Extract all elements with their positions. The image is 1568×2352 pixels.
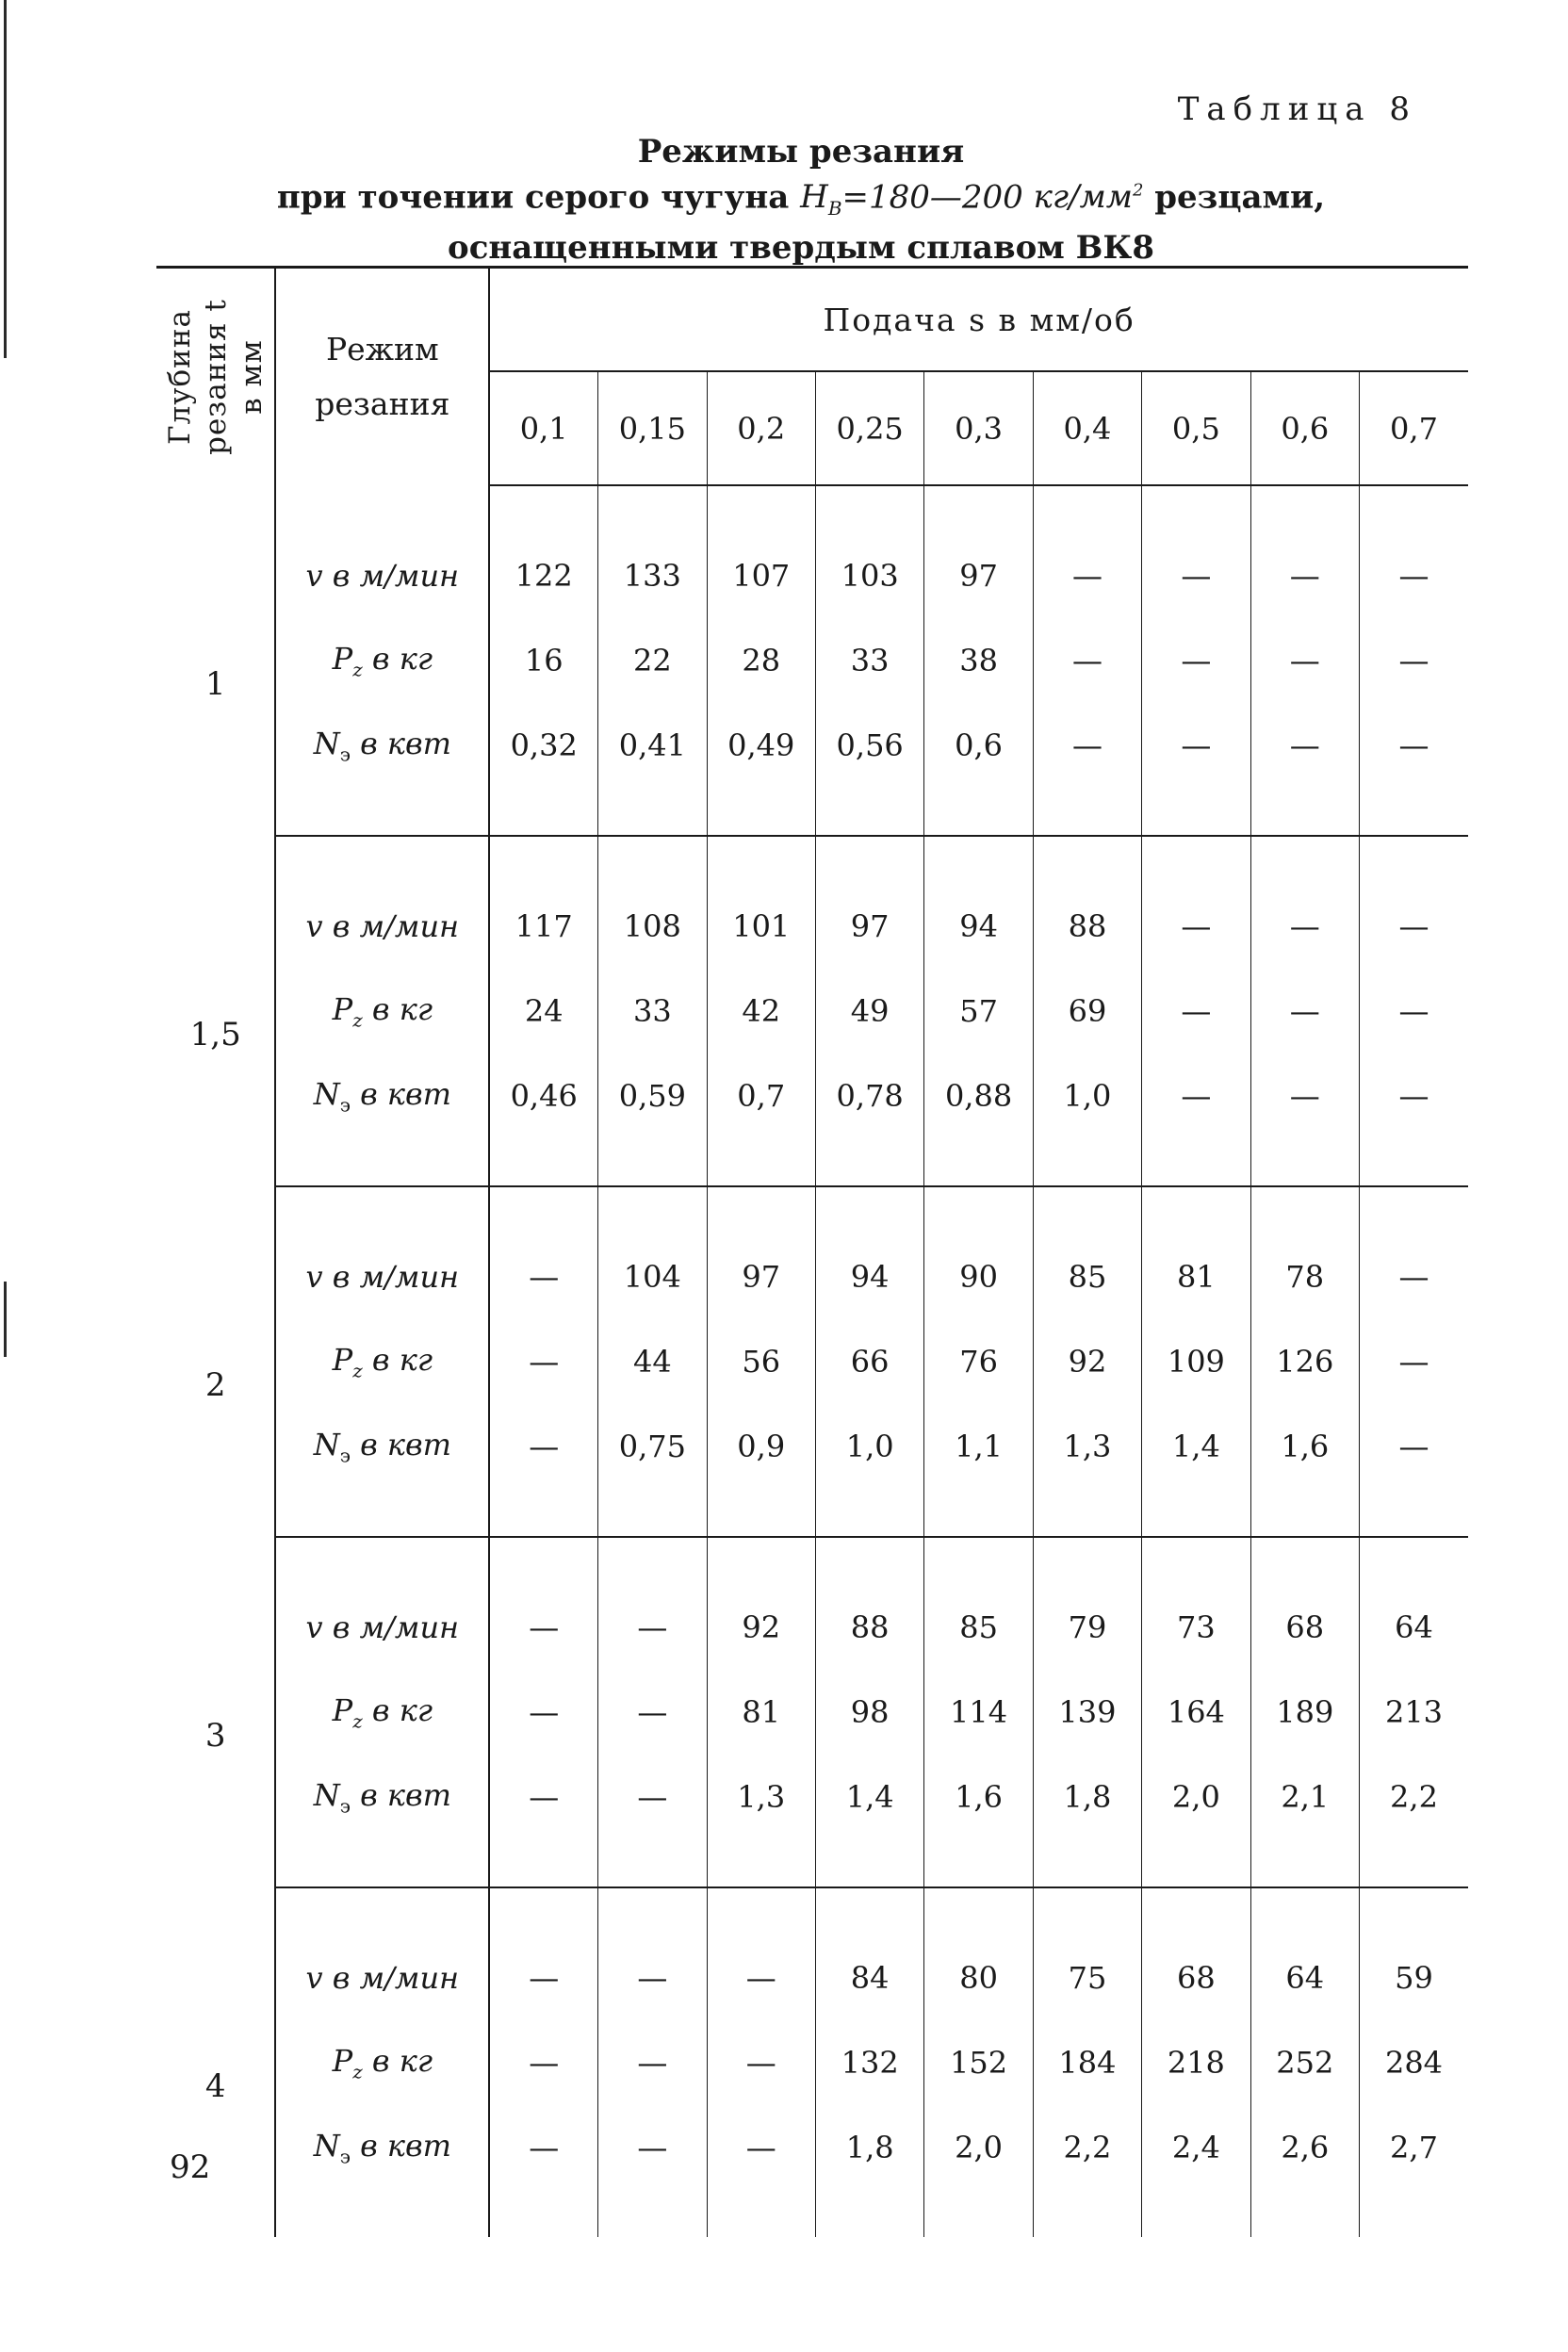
force-value-cell: — xyxy=(1398,1344,1429,1380)
speed-value-cell: 104 xyxy=(598,1186,707,1319)
hb-letter: H xyxy=(800,178,828,217)
speed-value-cell: 78 xyxy=(1250,1186,1359,1319)
table-row xyxy=(156,1537,1468,1670)
force-value-cell: 189 xyxy=(1250,1670,1359,1755)
speed-value-cell: 75 xyxy=(1033,1887,1141,2020)
power-value-cell: — xyxy=(1359,703,1468,836)
force-value-cell: 38 xyxy=(924,618,1033,703)
speed-label-cell xyxy=(275,1887,489,2020)
force-value-cell: — xyxy=(489,1319,597,1404)
force-value-cell: — xyxy=(489,1670,597,1755)
force-symbol: P xyxy=(332,2042,353,2079)
binding-edge-mark xyxy=(4,1282,7,1357)
depth-header-line-2: резания t xyxy=(198,299,233,455)
hardness-unit xyxy=(1034,178,1144,216)
force-value-cell: — xyxy=(598,1670,707,1755)
force-value-cell: 218 xyxy=(1142,2020,1250,2105)
power-unit: в квт xyxy=(350,725,451,761)
mode-header-line-1: Режим xyxy=(325,331,439,368)
speed-value-cell: 80 xyxy=(924,1887,1033,2020)
table-row xyxy=(156,618,1468,703)
speed-unit: в м/мин xyxy=(322,557,460,594)
speed-value-cell: — xyxy=(1398,1259,1429,1295)
speed-value-cell: 101 xyxy=(707,836,815,969)
speed-value-cell: 107 xyxy=(707,485,815,618)
force-label-cell xyxy=(275,2020,489,2105)
speed-label-cell xyxy=(275,1186,489,1319)
table-row xyxy=(156,2105,1468,2237)
speed-symbol: v xyxy=(305,1609,323,1645)
cutting-regimes-table xyxy=(156,266,1468,2237)
power-symbol: N xyxy=(313,1426,340,1462)
power-value-cell: — xyxy=(1142,703,1250,836)
title-line-2 xyxy=(151,172,1451,228)
speed-value-cell: — xyxy=(1398,558,1429,594)
force-subscript: z xyxy=(352,658,363,681)
hb-subscript: B xyxy=(827,197,842,220)
power-value-cell: 0,59 xyxy=(598,1054,707,1186)
power-value-cell: 1,8 xyxy=(815,2105,923,2237)
force-unit: в кг xyxy=(362,1691,433,1728)
hardness-symbol xyxy=(800,178,842,220)
table-row xyxy=(156,1319,1468,1404)
speed-symbol: v xyxy=(305,1259,323,1295)
speed-value-cell: 73 xyxy=(1142,1537,1250,1670)
speed-symbol: v xyxy=(305,908,323,944)
hardness-unit-power: 2 xyxy=(1132,181,1144,201)
power-value-cell: 0,7 xyxy=(707,1054,815,1186)
power-subscript: э xyxy=(339,1444,351,1467)
speed-symbol: v xyxy=(305,1960,323,1996)
power-value-cell: 1,4 xyxy=(1142,1404,1250,1537)
speed-value-cell: — xyxy=(1142,485,1250,618)
force-value-cell: 24 xyxy=(489,969,597,1054)
speed-value-cell: 103 xyxy=(815,485,923,618)
power-value-cell: 1,4 xyxy=(815,1755,923,1887)
speed-value-cell: — xyxy=(1142,836,1250,969)
power-value-cell: — xyxy=(489,1404,597,1537)
depth-column-header xyxy=(156,268,275,486)
feed-value: 0,5 xyxy=(1142,371,1250,485)
power-value-cell: 2,6 xyxy=(1250,2105,1359,2237)
speed-value-cell: 108 xyxy=(598,836,707,969)
power-value-cell: 1,3 xyxy=(1033,1404,1141,1537)
depth-header-line-3: в мм xyxy=(234,339,269,415)
force-value-cell: — xyxy=(1033,618,1141,703)
feed-value: 0,1 xyxy=(489,371,597,485)
speed-value-cell: 92 xyxy=(707,1537,815,1670)
force-label-cell xyxy=(275,618,489,703)
force-symbol: P xyxy=(332,1341,353,1378)
speed-value-cell: 97 xyxy=(815,836,923,969)
power-value-cell: — xyxy=(1250,1054,1359,1186)
power-value-cell: — xyxy=(489,2105,597,2237)
speed-value-cell: 64 xyxy=(1395,1609,1433,1645)
feed-value: 0,7 xyxy=(1359,371,1468,485)
table-row xyxy=(156,1186,1468,1319)
table-row xyxy=(156,1755,1468,1887)
speed-value-cell: 133 xyxy=(598,485,707,618)
force-value-cell: 114 xyxy=(924,1670,1033,1755)
speed-value-cell: 85 xyxy=(924,1537,1033,1670)
power-symbol: N xyxy=(313,725,340,761)
force-value-cell: 76 xyxy=(924,1319,1033,1404)
speed-value-cell: — xyxy=(489,1186,597,1319)
speed-value-cell: 68 xyxy=(1142,1887,1250,2020)
depth-cell: 1 xyxy=(156,485,275,836)
speed-value-cell: 88 xyxy=(1033,836,1141,969)
power-subscript: э xyxy=(339,1093,351,1117)
speed-value-cell: — xyxy=(489,1887,597,2020)
hardness-range: =180—200 xyxy=(841,178,1034,217)
force-value-cell: — xyxy=(1398,993,1429,1029)
power-value-cell: — xyxy=(707,2105,815,2237)
force-subscript: z xyxy=(352,1709,363,1733)
feed-value: 0,2 xyxy=(707,371,815,485)
power-value-cell: 2,0 xyxy=(1142,1755,1250,1887)
force-value-cell: 284 xyxy=(1384,2045,1444,2081)
feed-value: 0,3 xyxy=(924,371,1033,485)
power-value-cell: 0,56 xyxy=(815,703,923,836)
depth-cell: 4 xyxy=(156,1887,275,2237)
force-unit: в кг xyxy=(362,1341,433,1378)
power-subscript: э xyxy=(339,1794,351,1818)
speed-value-cell: — xyxy=(707,1887,815,2020)
table-label: Таблица 8 xyxy=(1177,90,1417,128)
force-value-cell: 33 xyxy=(598,969,707,1054)
table-row xyxy=(156,836,1468,969)
speed-value-cell: 85 xyxy=(1033,1186,1141,1319)
speed-value-cell: 79 xyxy=(1033,1537,1141,1670)
power-value-cell: 0,46 xyxy=(489,1054,597,1186)
power-value-cell: 0,32 xyxy=(489,703,597,836)
power-value-cell: 0,6 xyxy=(924,703,1033,836)
power-unit: в квт xyxy=(350,1776,451,1813)
force-value-cell: 42 xyxy=(707,969,815,1054)
power-label-cell xyxy=(275,1404,489,1537)
power-unit: в квт xyxy=(350,1075,451,1112)
depth-cell: 1,5 xyxy=(156,836,275,1186)
force-value-cell: — xyxy=(707,2020,815,2105)
title-line-2-start: при точении серого чугуна xyxy=(276,178,801,217)
speed-value-cell: 81 xyxy=(1142,1186,1250,1319)
power-value-cell: 2,1 xyxy=(1250,1755,1359,1887)
power-symbol: N xyxy=(313,2127,340,2164)
power-value-cell: 2,7 xyxy=(1390,2130,1438,2165)
force-value-cell: — xyxy=(1398,643,1429,678)
table-row xyxy=(156,1404,1468,1537)
force-value-cell: 92 xyxy=(1033,1319,1141,1404)
force-value-cell: 69 xyxy=(1033,969,1141,1054)
title-line-2-end: резцами, xyxy=(1143,178,1326,217)
power-value-cell: 2,0 xyxy=(924,2105,1033,2237)
depth-cell: 3 xyxy=(156,1537,275,1887)
speed-unit: в м/мин xyxy=(322,1609,460,1645)
force-value-cell: 184 xyxy=(1033,2020,1141,2105)
power-label-cell xyxy=(275,1054,489,1186)
speed-value-cell: — xyxy=(489,1537,597,1670)
force-value-cell: 109 xyxy=(1142,1319,1250,1404)
speed-value-cell: 68 xyxy=(1250,1537,1359,1670)
power-value-cell: 2,2 xyxy=(1033,2105,1141,2237)
power-value-cell: — xyxy=(598,1755,707,1887)
speed-value-cell: 97 xyxy=(924,485,1033,618)
power-value-cell: 1,0 xyxy=(1033,1054,1141,1186)
hardness-unit-base: кг/мм xyxy=(1033,178,1133,217)
force-value-cell: — xyxy=(598,2020,707,2105)
speed-label-cell xyxy=(275,836,489,969)
power-value-cell: — xyxy=(489,1755,597,1887)
force-value-cell: — xyxy=(1250,969,1359,1054)
speed-value-cell: — xyxy=(1398,908,1429,944)
force-subscript: z xyxy=(352,1008,363,1032)
force-value-cell: 164 xyxy=(1142,1670,1250,1755)
feed-value: 0,15 xyxy=(598,371,707,485)
power-value-cell: 1,0 xyxy=(815,1404,923,1537)
table-row xyxy=(156,703,1468,836)
speed-value-cell: 90 xyxy=(924,1186,1033,1319)
table-row xyxy=(156,2020,1468,2105)
power-value-cell: 1,8 xyxy=(1033,1755,1141,1887)
speed-label-cell xyxy=(275,485,489,618)
force-label-cell xyxy=(275,1670,489,1755)
force-unit: в кг xyxy=(362,640,433,677)
table-row xyxy=(156,1054,1468,1186)
power-value-cell: — xyxy=(1359,1404,1468,1537)
speed-value-cell: 122 xyxy=(489,485,597,618)
power-symbol: N xyxy=(313,1776,340,1813)
speed-value-cell: 84 xyxy=(815,1887,923,2020)
depth-header-line-1: Глубина xyxy=(162,309,197,445)
force-value-cell: 152 xyxy=(924,2020,1033,2105)
speed-value-cell: — xyxy=(598,1537,707,1670)
power-value-cell: 0,41 xyxy=(598,703,707,836)
speed-value-cell: 59 xyxy=(1395,1960,1433,1996)
power-value-cell: — xyxy=(1033,703,1141,836)
speed-unit: в м/мин xyxy=(322,1960,460,1996)
power-label-cell xyxy=(275,703,489,836)
power-value-cell: 0,75 xyxy=(598,1404,707,1537)
force-value-cell: 213 xyxy=(1384,1694,1444,1730)
title-line-3: оснащенными твердым сплавом ВК8 xyxy=(448,229,1154,268)
power-value-cell: — xyxy=(1142,1054,1250,1186)
table-title xyxy=(151,132,1451,268)
force-value-cell: 66 xyxy=(815,1319,923,1404)
table-row xyxy=(156,485,1468,618)
force-label-cell xyxy=(275,1319,489,1404)
force-value-cell: 81 xyxy=(707,1670,815,1755)
power-subscript: э xyxy=(339,743,351,766)
power-value-cell: 2,4 xyxy=(1142,2105,1250,2237)
power-value-cell: 1,6 xyxy=(1250,1404,1359,1537)
power-value-cell: — xyxy=(1250,703,1359,836)
power-value-cell: 0,9 xyxy=(707,1404,815,1537)
force-symbol: P xyxy=(332,990,353,1027)
force-symbol: P xyxy=(332,1691,353,1728)
force-value-cell: 126 xyxy=(1250,1319,1359,1404)
binding-edge-line xyxy=(4,0,7,358)
power-unit: в квт xyxy=(350,2127,451,2164)
force-value-cell: 49 xyxy=(815,969,923,1054)
table-row xyxy=(156,969,1468,1054)
force-value-cell: 252 xyxy=(1250,2020,1359,2105)
speed-value-cell: 94 xyxy=(815,1186,923,1319)
force-subscript: z xyxy=(352,1359,363,1382)
force-value-cell: 16 xyxy=(489,618,597,703)
speed-symbol: v xyxy=(305,557,323,594)
speed-value-cell: 117 xyxy=(489,836,597,969)
speed-value-cell: 64 xyxy=(1250,1887,1359,2020)
speed-value-cell: 88 xyxy=(815,1537,923,1670)
speed-value-cell: — xyxy=(598,1887,707,2020)
power-subscript: э xyxy=(339,2145,351,2168)
force-value-cell: 132 xyxy=(815,2020,923,2105)
force-subscript: z xyxy=(352,2060,363,2083)
force-symbol: P xyxy=(332,640,353,677)
power-unit: в квт xyxy=(350,1426,451,1462)
feed-value: 0,6 xyxy=(1250,371,1359,485)
power-value-cell: 0,49 xyxy=(707,703,815,836)
power-value-cell: 0,88 xyxy=(924,1054,1033,1186)
power-value-cell: 1,6 xyxy=(924,1755,1033,1887)
speed-value-cell: 97 xyxy=(707,1186,815,1319)
speed-value-cell: — xyxy=(1033,485,1141,618)
power-value-cell: 1,3 xyxy=(707,1755,815,1887)
mode-header-line-2: резания xyxy=(315,385,450,422)
feed-header: Подача s в мм/об xyxy=(489,268,1468,372)
table-row xyxy=(156,1887,1468,2020)
power-value-cell: 1,1 xyxy=(924,1404,1033,1537)
feed-value: 0,25 xyxy=(815,371,923,485)
force-value-cell: — xyxy=(1142,969,1250,1054)
header-row-top xyxy=(156,268,1468,372)
mode-column-header xyxy=(275,268,489,486)
power-label-cell xyxy=(275,2105,489,2237)
speed-value-cell: — xyxy=(1250,836,1359,969)
page-number: 92 xyxy=(170,2148,211,2186)
force-unit: в кг xyxy=(362,2042,433,2079)
force-value-cell: 33 xyxy=(815,618,923,703)
force-value-cell: — xyxy=(489,2020,597,2105)
force-value-cell: — xyxy=(1250,618,1359,703)
power-value-cell: 0,78 xyxy=(815,1054,923,1186)
power-value-cell: — xyxy=(1359,1054,1468,1186)
table-row xyxy=(156,1670,1468,1755)
force-unit: в кг xyxy=(362,990,433,1027)
speed-value-cell: — xyxy=(1250,485,1359,618)
speed-value-cell: 94 xyxy=(924,836,1033,969)
speed-unit: в м/мин xyxy=(322,908,460,944)
force-value-cell: 44 xyxy=(598,1319,707,1404)
power-label-cell xyxy=(275,1755,489,1887)
title-line-1: Режимы резания xyxy=(637,133,965,171)
speed-unit: в м/мин xyxy=(322,1259,460,1295)
depth-header-text xyxy=(162,299,270,455)
speed-label-cell xyxy=(275,1537,489,1670)
depth-cell: 2 xyxy=(156,1186,275,1537)
power-value-cell: — xyxy=(598,2105,707,2237)
feed-value: 0,4 xyxy=(1033,371,1141,485)
force-value-cell: — xyxy=(1142,618,1250,703)
force-value-cell: 28 xyxy=(707,618,815,703)
force-value-cell: 56 xyxy=(707,1319,815,1404)
power-value-cell: 2,2 xyxy=(1359,1755,1468,1887)
force-label-cell xyxy=(275,969,489,1054)
force-value-cell: 139 xyxy=(1033,1670,1141,1755)
force-value-cell: 57 xyxy=(924,969,1033,1054)
force-value-cell: 98 xyxy=(815,1670,923,1755)
power-symbol: N xyxy=(313,1075,340,1112)
force-value-cell: 22 xyxy=(598,618,707,703)
